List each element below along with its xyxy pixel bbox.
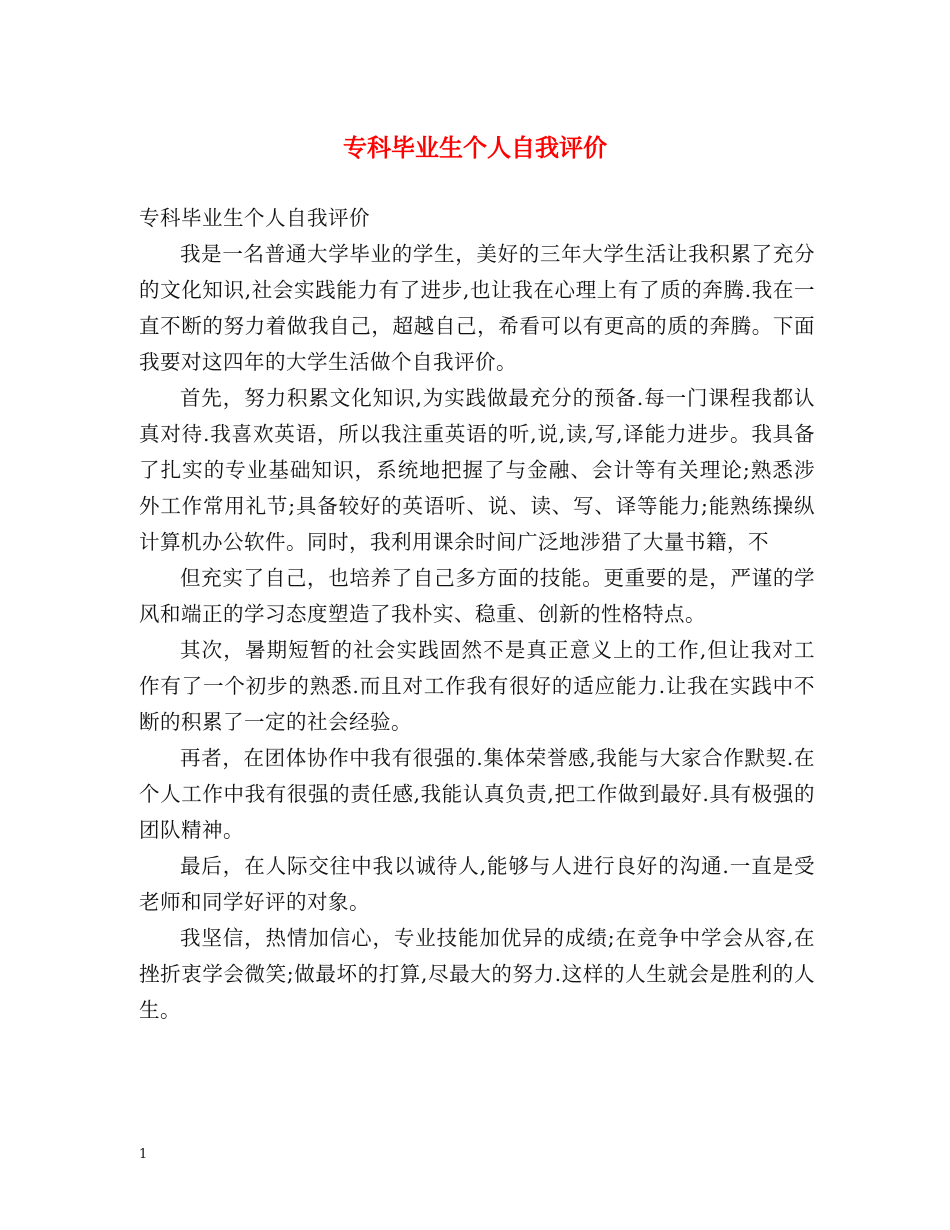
paragraph-conclusion: 我坚信，热情加信心，专业技能加优异的成绩;在竞争中学会从容,在挫折衷学会微笑;做最坏的打算,尽最大的努力.这样的人生就会是胜利的人生。 <box>139 926 815 1022</box>
document-body <box>139 200 815 1028</box>
document-title: 专科毕业生个人自我评价 <box>343 133 607 162</box>
paragraph-third: 再者，在团体协作中我有很强的.集体荣誉感,我能与大家合作默契.在个人工作中我有很强的责任感,我能认真负责,把工作做到最好.具有极强的团队精神。 <box>139 746 815 842</box>
paragraph-first-continued: 但充实了自己，也培养了自己多方面的技能。更重要的是，严谨的学风和端正的学习态度塑造了我朴实、稳重、创新的性格特点。 <box>139 566 815 626</box>
paragraph-second: 其次，暑期短暂的社会实践固然不是真正意义上的工作,但让我对工作有了一个初步的熟悉.而且对工作我有很好的适应能力.让我在实践中不断的积累了一定的社会经验。 <box>139 638 815 734</box>
paragraph-first: 首先，努力积累文化知识,为实践做最充分的预备.每一门课程我都认真对待.我喜欢英语，所以我注重英语的听,说,读,写,译能力进步。我具备了扎实的专业基础知识，系统地把握了与金融、会计等有关理论;熟悉涉外工作常用礼节;具备较好的英语听、说、读、写、译等能力;能熟练操纵计算机办公软件。同时，我利用课余时间广泛地涉猎了大量书籍，不 <box>139 386 815 554</box>
paragraph-last: 最后，在人际交往中我以诚待人,能够与人进行良好的沟通.一直是受老师和同学好评的对象。 <box>139 854 815 914</box>
page-number: 1 <box>139 1147 148 1162</box>
paragraph-intro: 我是一名普通大学毕业的学生，美好的三年大学生活让我积累了充分的文化知识,社会实践能力有了进步,也让我在心理上有了质的奔腾.我在一直不断的努力着做我自己，超越自己，希看可以有更高的质的奔腾。下面我要对这四年的大学生活做个自我评价。 <box>139 242 815 374</box>
document-subtitle: 专科毕业生个人自我评价 <box>139 206 370 230</box>
